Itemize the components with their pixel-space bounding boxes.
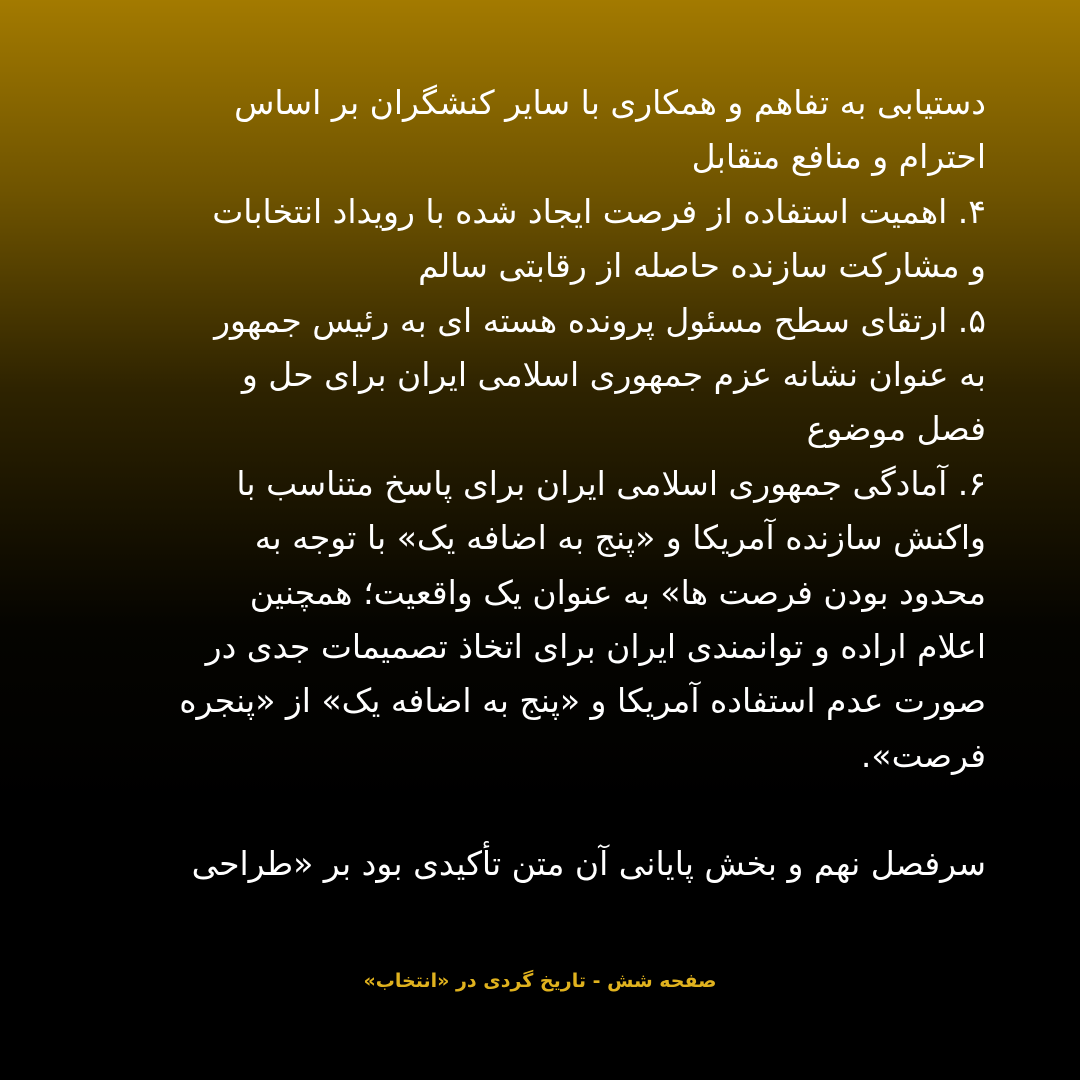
paragraph-gap: [91, 783, 986, 837]
text-line: فصل موضوع: [806, 409, 986, 449]
text-line: ۶. آمادگی جمهوری اسلامی ایران برای پاسخ متناسب با: [236, 463, 986, 503]
text-line: صورت عدم استفاده آمریکا و «پنج به اضافه یک» از «پنجره: [179, 681, 986, 721]
text-line: به عنوان نشانه عزم جمهوری اسلامی ایران برای حل و: [241, 354, 986, 394]
text-line: ۵. ارتقای سطح مسئول پرونده هسته ای به رئیس جمهور: [214, 300, 986, 340]
page-footer: صفحه شش - تاریخ گردی در «انتخاب»: [363, 970, 717, 992]
text-line: دستیابی به تفاهم و همکاری با سایر کنشگران بر اساس: [234, 83, 986, 122]
text-line: واکنش سازنده آمریکا و «پنج به اضافه یک» با توجه به: [254, 518, 986, 558]
body-text: [91, 76, 986, 892]
text-line: سرفصل نهم و بخش پایانی آن متن تأکیدی بود بر «طراحی: [191, 844, 986, 884]
text-line: اعلام اراده و توانمندی ایران برای اتخاذ تصمیمات جدی در: [205, 626, 986, 666]
text-line: ۴. اهمیت استفاده از فرصت ایجاد شده با رویداد انتخابات: [212, 191, 986, 231]
text-line: و مشارکت سازنده حاصله از رقابتی سالم: [418, 246, 986, 286]
text-line: فرصت».: [860, 735, 986, 775]
text-line: محدود بودن فرصت ها» به عنوان یک واقعیت؛ همچنین: [249, 572, 986, 612]
text-line: احترام و منافع متقابل: [691, 137, 986, 177]
